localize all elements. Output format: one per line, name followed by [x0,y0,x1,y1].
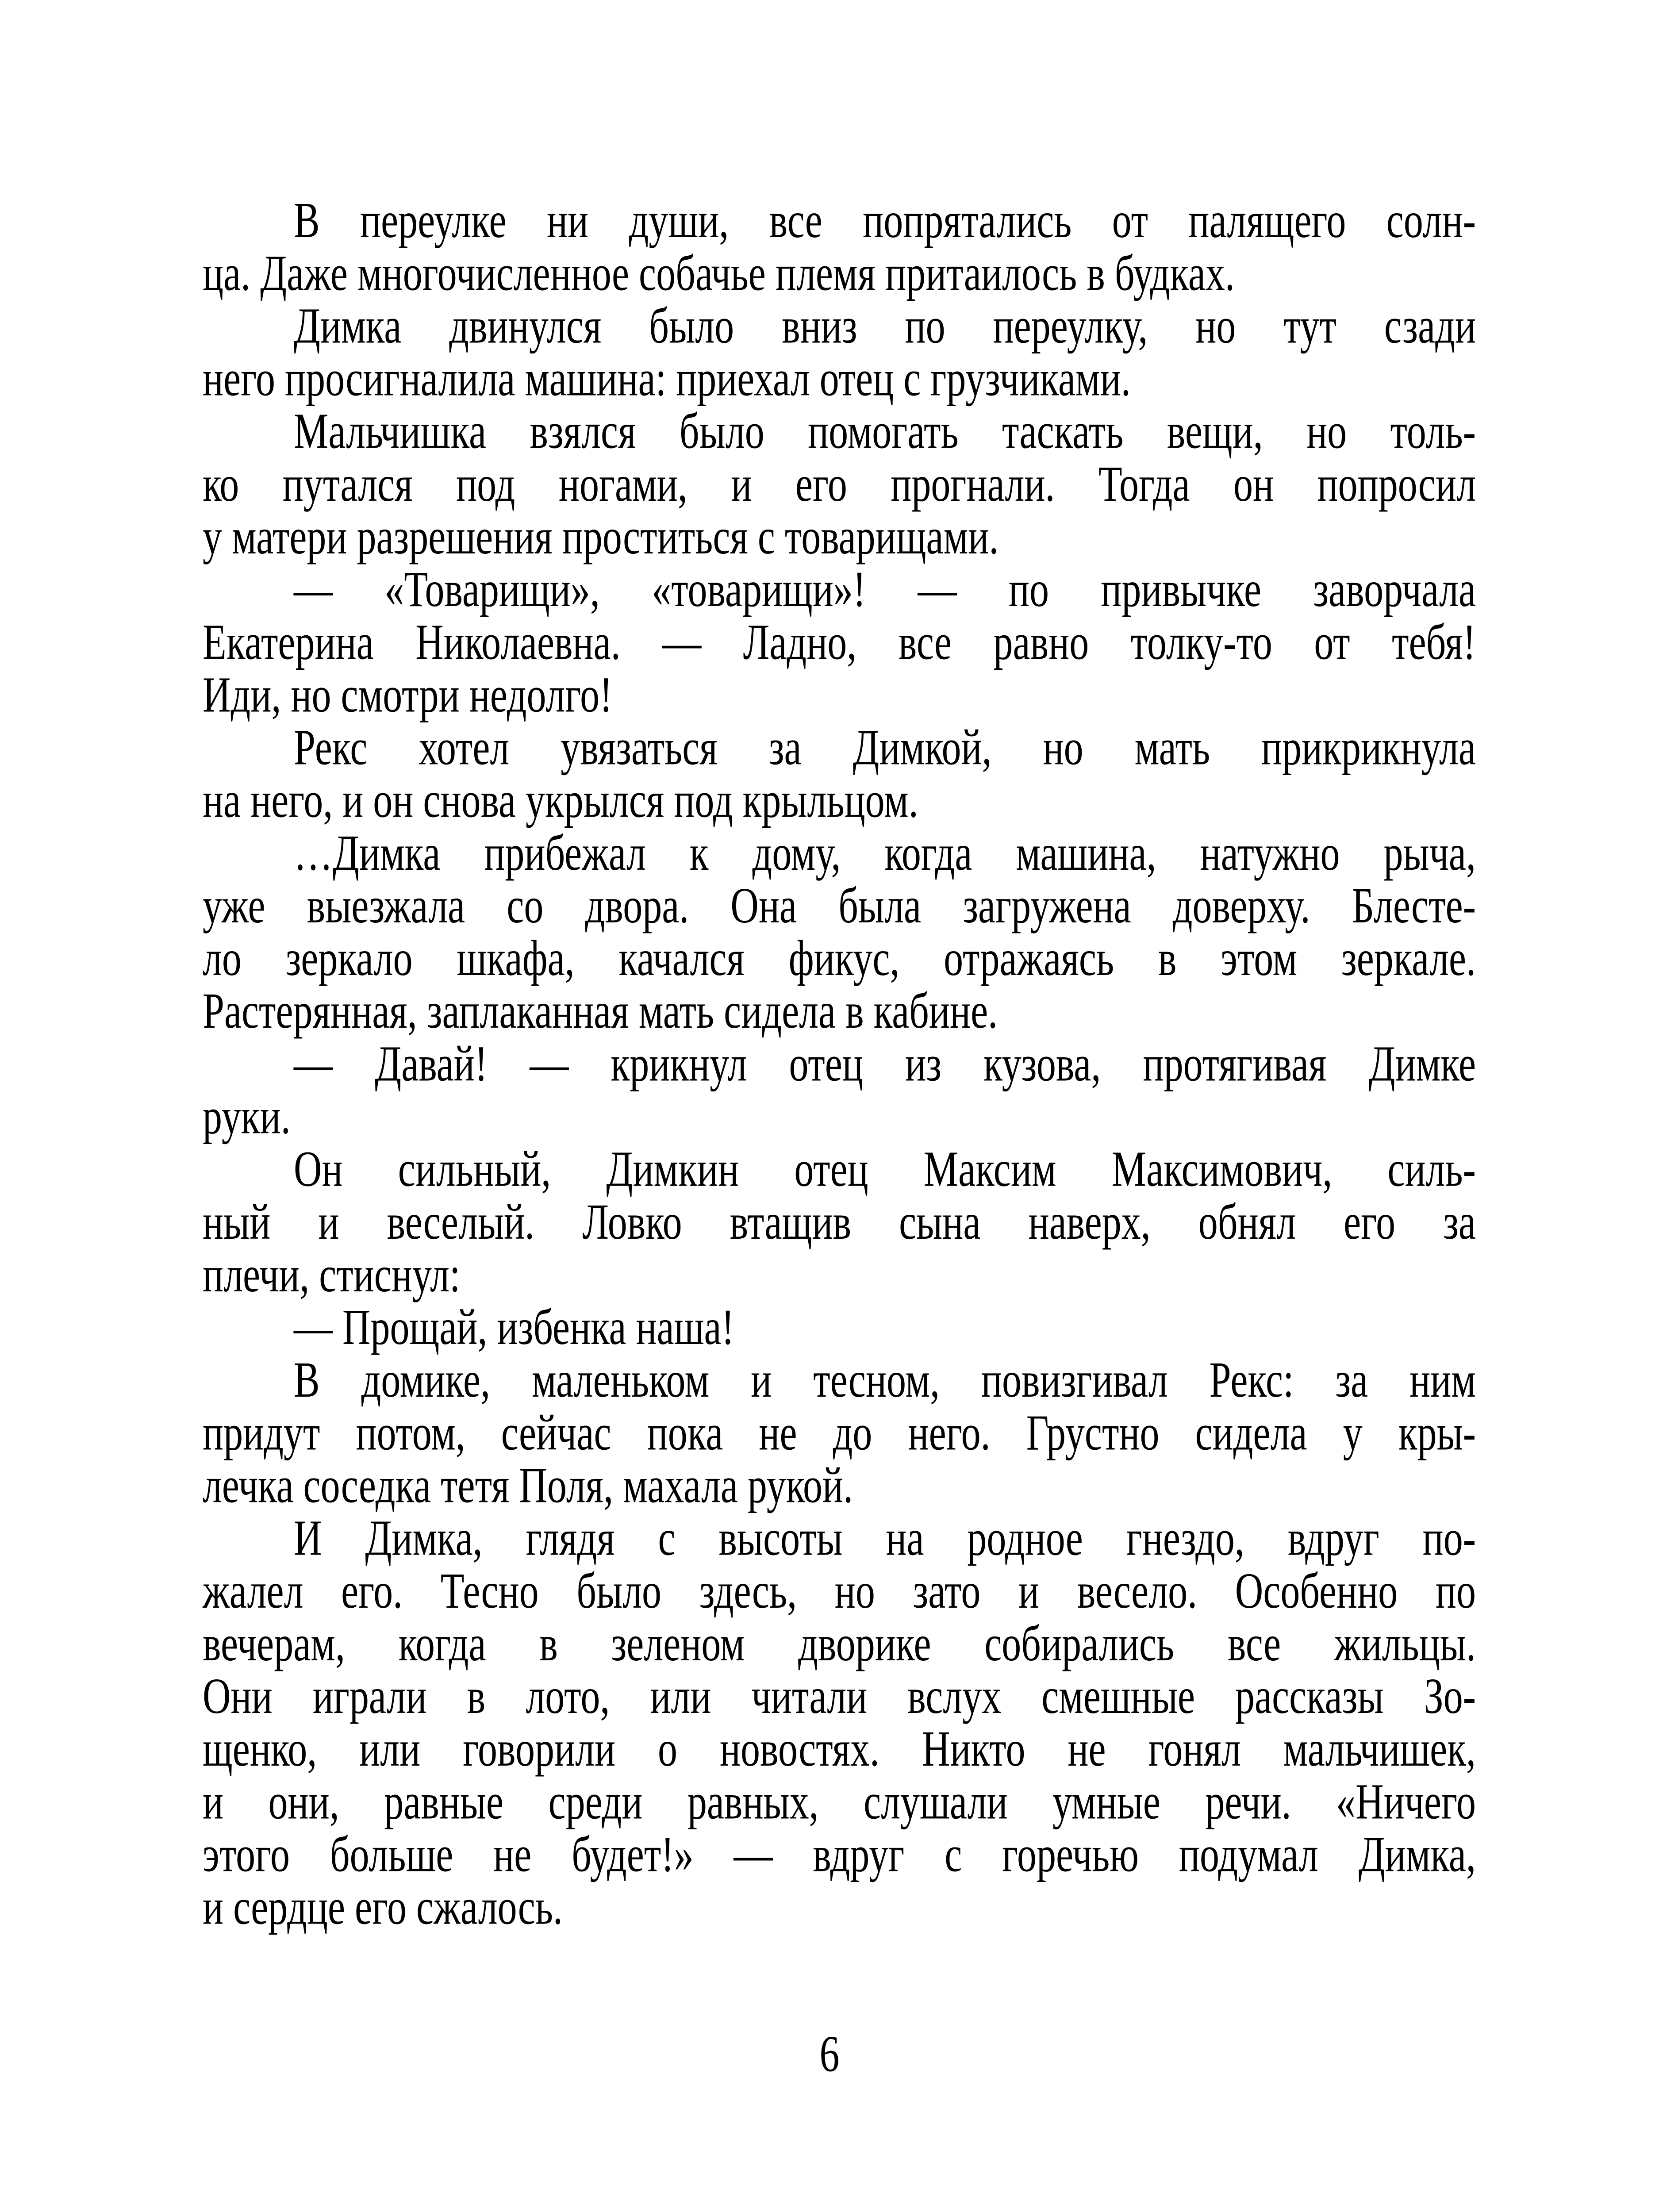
body-text [203,195,1476,1934]
text-line: руки. [203,1089,291,1145]
text-line: вечерам, когда в зеленом дворике собирались все жильцы. [203,1616,1476,1672]
text-line: Растерянная, заплаканная мать сидела в кабине. [203,983,998,1040]
text-line: щенко, или говорили о новостях. Никто не гонял мальчишек, [203,1721,1476,1778]
text-line: Они играли в лото, или читали вслух смешные рассказы Зо- [203,1669,1476,1724]
text-line: ный и веселый. Ловко втащив сына наверх, обнял его за [203,1194,1476,1250]
text-line: у матери разрешения проститься с товарищами. [203,509,999,565]
text-line: Рекс хотел увязаться за Димкой, но мать прикрикнула [294,720,1476,776]
text-line: И Димка, глядя с высоты на родное гнездо, вдруг по- [294,1510,1476,1567]
text-line: лечка соседка тетя Поля, махала рукой. [203,1458,853,1514]
text-line: — «Товарищи», «товарищи»! — по привычке заворчала [294,562,1476,618]
text-line: и сердце его сжалось. [203,1879,563,1936]
text-line: плечи, стиснул: [203,1247,461,1303]
text-line: — Давай! — крикнул отец из кузова, протягивая Димке [294,1036,1476,1092]
text-line: придут потом, сейчас пока не до него. Грустно сидела у кры- [203,1405,1476,1461]
text-line: него просигналила машина: приехал отец с грузчиками. [203,351,1131,407]
text-line: Екатерина Николаевна. — Ладно, все равно толку-то от тебя! [203,614,1476,671]
text-line: Димка двинулся было вниз по переулку, но тут сзади [294,298,1476,354]
text-line: Он сильный, Димкин отец Максим Максимович, силь- [294,1141,1476,1198]
text-line: Иди, но смотри недолго! [203,667,613,723]
page-number: 6 [819,2026,840,2083]
text-line: ца. Даже многочисленное собачье племя притаилось в будках. [203,246,1235,302]
text-line: Мальчишка взялся было помогать таскать вещи, но толь- [294,403,1476,460]
text-line: ло зеркало шкафа, качался фикус, отражаясь в этом зеркале. [203,931,1476,987]
text-line: этого больше не будет!» — вдруг с горечью подумал Димка, [203,1827,1476,1883]
text-line: жалел его. Тесно было здесь, но зато и весело. Особенно по [203,1563,1476,1619]
text-line: на него, и он снова укрылся под крыльцом. [203,772,918,829]
text-line: В переулке ни души, все попрятались от палящего солн- [294,193,1476,249]
text-line: В домике, маленьком и тесном, повизгивал Рекс: за ним [294,1352,1476,1409]
text-line: — Прощай, избенка наша! [294,1300,734,1356]
text-line: и они, равные среди равных, слушали умные речи. «Ничего [203,1774,1476,1830]
text-line: уже выезжала со двора. Она была загружена доверху. Блесте- [203,878,1476,934]
text-line: ко путался под ногами, и его прогнали. Тогда он попросил [203,457,1476,512]
text-line: …Димка прибежал к дому, когда машина, натужно рыча, [294,826,1476,881]
